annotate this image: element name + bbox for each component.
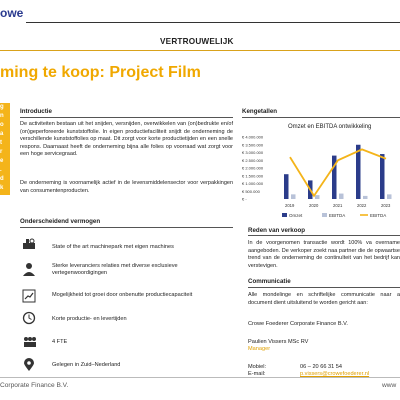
- people-icon: [22, 335, 38, 353]
- chart-title: Omzet en EBITDA ontwikkeling: [288, 124, 372, 130]
- crowe-logo: owe: [0, 6, 24, 20]
- feature-text: Sterke leveranciers relaties met diverse exclusieve vertegenwoordigingen: [52, 263, 178, 277]
- y-tick-label: € 500.000: [242, 188, 260, 194]
- ebitda-line: [290, 149, 386, 196]
- suppliers-icon: [22, 262, 36, 281]
- omzet-bar: [284, 174, 289, 199]
- omzet-bar: [380, 154, 385, 199]
- sidebar-line: .: [0, 167, 2, 173]
- y-tick-label: € 3.000.000: [242, 150, 264, 155]
- feature-text: Mogelijkheid tot groei door onbenutte productiecapaciteit: [52, 292, 193, 298]
- header-divider: [26, 22, 400, 23]
- sidebar-line: t: [0, 140, 2, 146]
- x-tick-label: 2023: [381, 203, 391, 208]
- sidebar-line: k: [0, 185, 4, 191]
- footer-company: Corporate Finance B.V.: [0, 382, 69, 389]
- email-label: E-mail:: [248, 371, 266, 377]
- firm-name: Crowe Foederer Corporate Finance B.V.: [248, 321, 348, 327]
- x-tick-label: 2019: [285, 203, 295, 208]
- email-link[interactable]: p.vissers@crowefoederer.nl: [300, 371, 370, 377]
- legend-swatch: [282, 213, 287, 217]
- feature-text: State of the art machinepark met eigen machines: [52, 244, 174, 250]
- sidebar-line: g: [0, 104, 4, 110]
- legend-label: Omzet: [289, 213, 303, 218]
- clock-icon: [22, 311, 36, 330]
- x-tick-label: 2022: [357, 203, 367, 208]
- y-tick-label: € -: [242, 196, 247, 202]
- feature-text: Korte productie- en levertijden: [52, 316, 127, 322]
- comm-heading: Communicatie: [248, 278, 291, 285]
- y-tick-label: € 1.000.000: [242, 181, 264, 186]
- x-tick-label: 2021: [333, 203, 343, 208]
- features-heading: Onderscheidend vermogen: [20, 218, 101, 225]
- contact-role: Manager: [248, 346, 271, 352]
- ebitda-bar: [315, 195, 320, 199]
- contact-name: Paulien Vissers MSc RV: [248, 339, 309, 345]
- legend-label: EBITDA: [370, 213, 387, 218]
- legend-swatch: [322, 213, 327, 217]
- y-tick-label: € 1.500.000: [242, 173, 264, 179]
- kpi-heading: Kengetallen: [242, 108, 278, 115]
- intro-heading: Introductie: [20, 108, 52, 115]
- footer-divider: [0, 377, 400, 378]
- sidebar-line: n: [0, 113, 4, 119]
- y-tick-label: € 3.500.000: [242, 142, 264, 148]
- sidebar-line: d: [0, 176, 4, 182]
- ebitda-bar: [387, 194, 392, 199]
- sidebar-line: e: [0, 158, 4, 164]
- intro-rule: [20, 117, 233, 118]
- ebitda-bar: [291, 194, 296, 199]
- legend-label: EBITDA: [329, 213, 346, 218]
- features-rule: [20, 227, 233, 228]
- sidebar-text-strip: [0, 103, 10, 200]
- reason-heading: Reden van verkoop: [248, 227, 306, 234]
- sidebar-line: r: [0, 149, 3, 155]
- y-tick-label: € 4.000.000: [242, 134, 264, 140]
- growth-icon: [22, 289, 36, 308]
- intro-paragraph-1: De activiteiten bestaan uit het snijden, versnijden, overwikkelen van (on)bedrukte en/of (on)geperforeerde kunststoffolie. In eigen productiefaciliteit snijdt de onderneming de verschillende kunststoffolies op maat. Dit zorgt voor korte productietijden en een snelle respons. Daarnaast heeft de onderneming bijna alle folies op voorraad wat zorgt voor een hoge servicegraad.: [20, 121, 233, 158]
- comm-rule: [248, 287, 400, 288]
- page-title: ming te koop: Project Film: [0, 64, 201, 81]
- mobile-label: Mobiel:: [248, 364, 267, 370]
- y-tick-label: € 2.500.000: [242, 157, 264, 163]
- location-icon: [23, 358, 35, 377]
- machine-icon: [22, 237, 36, 255]
- reason-rule: [248, 235, 400, 236]
- omzet-bar: [356, 145, 361, 199]
- sidebar-line: o: [0, 122, 4, 128]
- y-tick-label: € 2.000.000: [242, 165, 264, 171]
- intro-paragraph-2: De onderneming is voornamelijk actief in de levensmiddelensector voor verpakkingen van consumentenproducten.: [20, 180, 233, 194]
- revenue-ebitda-chart: [242, 119, 400, 224]
- feature-text: 4 FTE: [52, 339, 68, 345]
- sidebar-line: .: [0, 194, 2, 200]
- kpi-rule: [242, 117, 400, 118]
- footer-website: www: [382, 382, 397, 389]
- reason-text: In de voorgenomen transactie wordt 100% va overname aangeboden. De verkoper zoekt naa partner die de opwaartse trend van de onderneming de continuïteit van het bedrijf kan verstevigen.: [248, 240, 400, 269]
- mobile-number: 06 – 20 66 31 54: [300, 364, 342, 370]
- x-tick-label: 2020: [309, 203, 319, 208]
- feature-text: Gelegen in Zuid–Nederland: [52, 362, 121, 368]
- ebitda-bar: [363, 196, 368, 199]
- comm-text: Alle mondelinge en schriftelijke communicatie naar a document dient uitsluitend te worden gericht aan:: [248, 292, 400, 306]
- confidential-label: VERTROUWELIJK: [160, 37, 234, 46]
- ebitda-bar: [339, 194, 344, 199]
- gold-divider: [0, 50, 400, 51]
- sidebar-line: a: [0, 131, 4, 137]
